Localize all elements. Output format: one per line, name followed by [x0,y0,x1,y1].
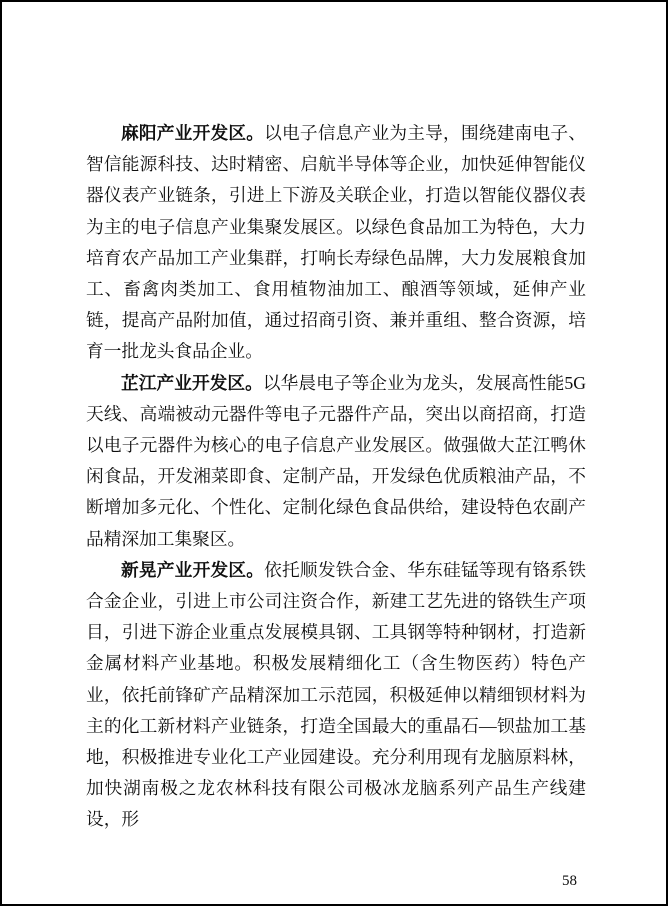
paragraph [86,368,586,555]
paragraph-body: 依托顺发铁合金、华东硅锰等现有铬系铁合金企业，引进上市公司注资合作，新建工艺先进的铬铁生产项目，引进下游企业重点发展模具钢、工具钢等特种钢材，打造新金属材料产业基地。积极发展精细化工（含生物医药）特色产业，依托前锋矿产品精深加工示范园，积极延伸以精细钡材料为主的化工新材料产业链条，打造全国最大的重晶石—钡盐加工基地，积极推进专业化工产业园建设。充分利用现有龙脑原料林，加快湖南极之龙农林科技有限公司极冰龙脑系列产品生产线建设，形 [86,559,586,830]
paragraph [86,555,586,836]
paragraph-body: 以华晨电子等企业为龙头，发展高性能5G 天线、高端被动元器件等电子元器件产品，突出以商招商，打造以电子元器件为核心的电子信息产业发展区。做强做大芷江鸭休闲食品，开发湘菜即食、定制产品，开发绿色优质粮油产品，不断增加多元化、个性化、定制化绿色食品供给，建设特色农副产品精深加工集聚区。 [86,372,586,549]
paragraph-body: 以电子信息产业为主导，围绕建南电子、智信能源科技、达时精密、启航半导体等企业，加快延伸智能仪器仪表产业链条，引进上下游及关联企业，打造以智能仪器仪表为主的电子信息产业集聚发展区。以绿色食品加工为特色，大力培育农产品加工产业集群，打响长寿绿色品牌，大力发展粮食加工、畜禽肉类加工、食用植物油加工、酿酒等领域，延伸产业链，提高产品附加值，通过招商引资、兼并重组、整合资源，培育一批龙头食品企业。 [86,123,586,362]
paragraph-heading: 麻阳产业开发区。 [121,123,265,143]
page-number: 58 [562,873,577,889]
paragraph-heading: 芷江产业开发区。 [121,372,263,393]
paragraph [86,118,586,368]
document-content [86,118,586,836]
paragraph-heading: 新晃产业开发区。 [121,559,265,580]
